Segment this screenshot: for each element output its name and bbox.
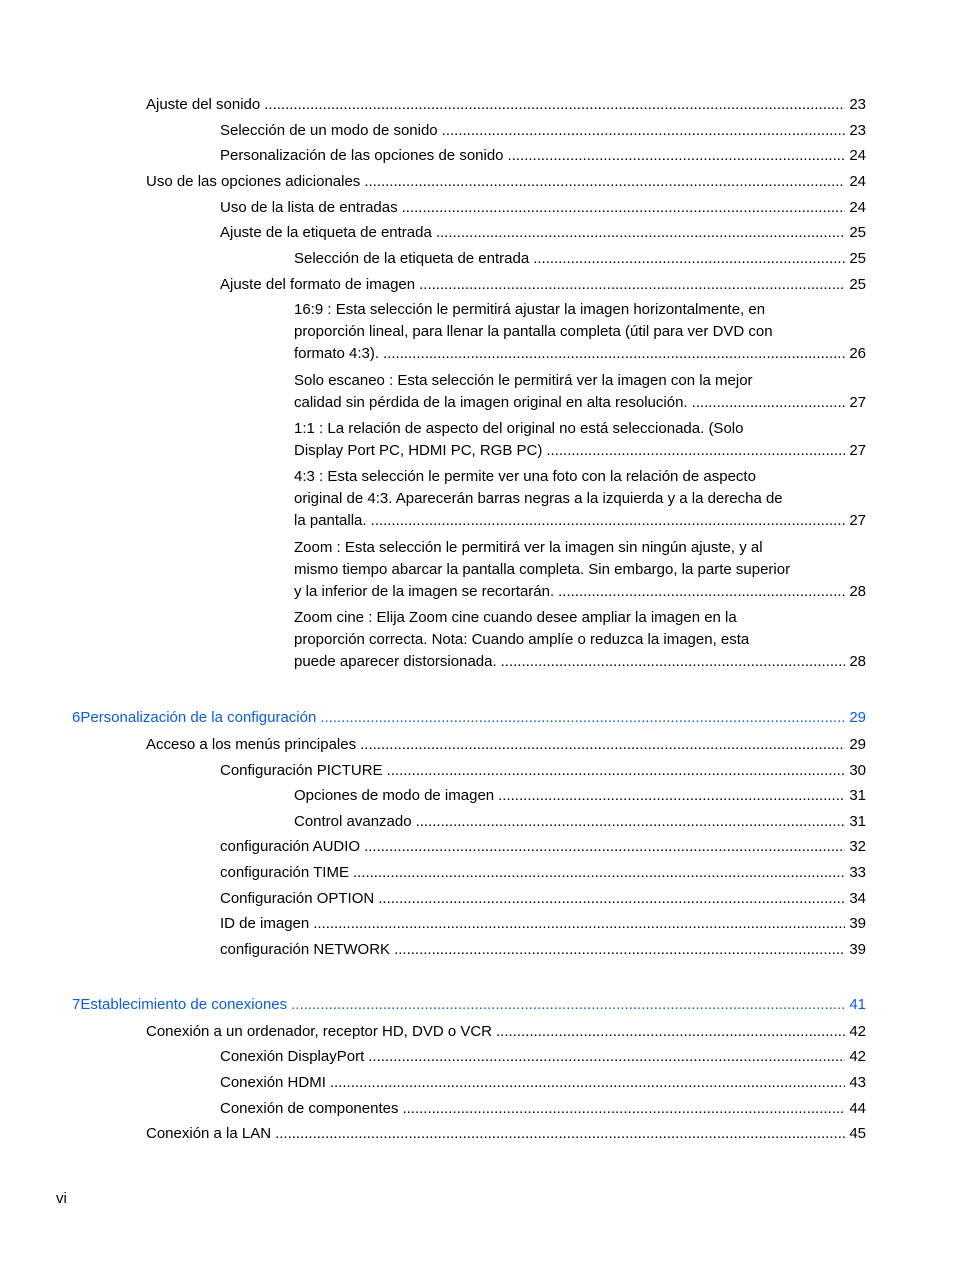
entry-title: Acceso a los menús principales: [146, 736, 357, 753]
page-number-ref: 23: [849, 122, 866, 139]
toc-entry[interactable]: [294, 418, 866, 462]
toc-entry[interactable]: [220, 1072, 866, 1094]
page-number-ref: 32: [849, 838, 866, 855]
chapter-entry[interactable]: [72, 707, 866, 729]
dot-leader: [496, 1021, 845, 1043]
page-number-ref: 24: [849, 199, 866, 216]
entry-title: Conexión DisplayPort: [220, 1048, 365, 1065]
toc-entry[interactable]: [220, 1046, 866, 1068]
page-number-ref: 27: [849, 394, 866, 411]
dot-leader: [436, 222, 845, 244]
toc-entry[interactable]: [220, 939, 866, 961]
toc-entry[interactable]: [220, 145, 866, 167]
entry-title: configuración TIME: [220, 864, 349, 881]
toc-entry[interactable]: [294, 537, 866, 603]
entry-title: calidad sin pérdida de la imagen original en alta resolución.: [294, 394, 688, 411]
page-number-ref: 44: [849, 1100, 866, 1117]
dot-leader: [501, 651, 846, 673]
entry-title: configuración NETWORK: [220, 941, 391, 958]
entry-text-line: Zoom : Esta selección le permitirá ver la imagen sin ningún ajuste, y al: [294, 539, 763, 556]
entry-title: Selección de la etiqueta de entrada: [294, 250, 530, 267]
entry-title: Selección de un modo de sonido: [220, 122, 438, 139]
page-number-ref: 24: [849, 147, 866, 164]
dot-leader: [416, 811, 846, 833]
dot-leader: [291, 994, 845, 1016]
entry-title: Ajuste del formato de imagen: [220, 276, 416, 293]
entry-title: Uso de la lista de entradas: [220, 199, 398, 216]
page-number-ref: 42: [849, 1023, 866, 1040]
page-number-ref: 29: [849, 736, 866, 753]
toc-entry[interactable]: [220, 197, 866, 219]
toc-entry[interactable]: [294, 785, 866, 807]
entry-title: Control avanzado: [294, 813, 412, 830]
dot-leader: [692, 392, 846, 414]
dot-leader: [402, 197, 846, 219]
entry-title: y la inferior de la imagen se recortarán.: [294, 583, 555, 600]
dot-leader: [264, 94, 845, 116]
dot-leader: [378, 888, 845, 910]
page-number-ref: 33: [849, 864, 866, 881]
dot-leader: [387, 760, 846, 782]
dot-leader: [330, 1072, 845, 1094]
entry-text-line: 4:3 : Esta selección le permite ver una foto con la relación de aspecto: [294, 468, 756, 485]
toc-entry[interactable]: [220, 836, 866, 858]
dot-leader: [402, 1098, 845, 1120]
page-number-ref: 27: [849, 512, 866, 529]
page-number-ref: 25: [849, 250, 866, 267]
dot-leader: [419, 274, 845, 296]
page-number-ref: 39: [849, 941, 866, 958]
page-number-ref: 28: [849, 653, 866, 670]
toc-entry[interactable]: [220, 120, 866, 142]
entry-title: Personalización de las opciones de sonido: [220, 147, 504, 164]
entry-title: Conexión a la LAN: [146, 1125, 272, 1142]
entry-title: configuración AUDIO: [220, 838, 361, 855]
page-number-ref: 43: [849, 1074, 866, 1091]
toc-entry[interactable]: [146, 734, 866, 756]
dot-leader: [313, 913, 845, 935]
toc-entry[interactable]: [146, 171, 866, 193]
toc-entry[interactable]: [294, 299, 866, 365]
page-number-ref: 39: [849, 915, 866, 932]
dot-leader: [546, 440, 845, 462]
page-number-ref: 27: [849, 442, 866, 459]
entry-title: Personalización de la configuración: [80, 709, 317, 726]
page-number-ref: 24: [849, 173, 866, 190]
entry-title: ID de imagen: [220, 915, 310, 932]
toc-entry[interactable]: [294, 811, 866, 833]
dot-leader: [275, 1123, 845, 1145]
toc-entry[interactable]: [220, 913, 866, 935]
entry-title: Conexión de componentes: [220, 1100, 399, 1117]
entry-title: Uso de las opciones adicionales: [146, 173, 361, 190]
entry-text-line: 1:1 : La relación de aspecto del original no está seleccionada. (Solo: [294, 420, 744, 437]
dot-leader: [558, 581, 845, 603]
dot-leader: [442, 120, 846, 142]
page-number-ref: 41: [849, 996, 866, 1013]
entry-title: la pantalla.: [294, 512, 367, 529]
toc-entry[interactable]: [146, 94, 866, 116]
toc-entry[interactable]: [146, 1123, 866, 1145]
dot-leader: [368, 1046, 845, 1068]
toc-entry[interactable]: [294, 370, 866, 414]
page-number-ref: 23: [849, 96, 866, 113]
entry-title: Ajuste de la etiqueta de entrada: [220, 224, 432, 241]
toc-entry[interactable]: [220, 862, 866, 884]
page-number-ref: 29: [849, 709, 866, 726]
page-number-ref: 28: [849, 583, 866, 600]
toc-entry[interactable]: [220, 760, 866, 782]
entry-text-line: mismo tiempo abarcar la pantalla completa. Sin embargo, la parte superior: [294, 561, 791, 578]
entry-text-line: original de 4:3. Aparecerán barras negras a la izquierda y a la derecha de: [294, 490, 783, 507]
page-number-ref: 45: [849, 1125, 866, 1142]
chapter-entry[interactable]: [72, 994, 866, 1016]
toc-entry[interactable]: [294, 466, 866, 532]
dot-leader: [320, 707, 845, 729]
entry-title: Ajuste del sonido: [146, 96, 261, 113]
chapter-number: 6: [72, 709, 81, 726]
page-number-ref: 30: [849, 762, 866, 779]
entry-text-line: Zoom cine : Elija Zoom cine cuando desee ampliar la imagen en la: [294, 609, 737, 626]
page-number-ref: 25: [849, 224, 866, 241]
toc-entry[interactable]: [294, 248, 866, 270]
entry-title: Configuración OPTION: [220, 890, 375, 907]
dot-leader: [394, 939, 845, 961]
toc-entry[interactable]: [294, 607, 866, 673]
entry-text-line: proporción lineal, para llenar la pantalla completa (útil para ver DVD con: [294, 323, 773, 340]
toc-entry[interactable]: [220, 274, 866, 296]
toc-entry[interactable]: [220, 222, 866, 244]
page-number-ref: 25: [849, 276, 866, 293]
dot-leader: [383, 343, 845, 365]
toc-entry[interactable]: [220, 1098, 866, 1120]
entry-title: puede aparecer distorsionada.: [294, 653, 497, 670]
dot-leader: [508, 145, 846, 167]
dot-leader: [498, 785, 845, 807]
entry-title: Configuración PICTURE: [220, 762, 383, 779]
dot-leader: [364, 171, 845, 193]
page-number-ref: 31: [849, 813, 866, 830]
entry-title: Conexión a un ordenador, receptor HD, DVD o VCR: [146, 1023, 493, 1040]
dot-leader: [533, 248, 845, 270]
entry-title: Display Port PC, HDMI PC, RGB PC): [294, 442, 543, 459]
entry-title: Establecimiento de conexiones: [80, 996, 288, 1013]
page-number-ref: 26: [849, 345, 866, 362]
entry-text-line: Solo escaneo : Esta selección le permitirá ver la imagen con la mejor: [294, 372, 753, 389]
dot-leader: [360, 734, 845, 756]
dot-leader: [353, 862, 845, 884]
dot-leader: [364, 836, 845, 858]
entry-title: formato 4:3).: [294, 345, 380, 362]
page-number-ref: 34: [849, 890, 866, 907]
chapter-number: 7: [72, 996, 81, 1013]
entry-text-line: proporción correcta. Nota: Cuando amplíe o reduzca la imagen, esta: [294, 631, 750, 648]
page-number: vi: [56, 1190, 67, 1207]
page-number-ref: 31: [849, 787, 866, 804]
entry-text-line: 16:9 : Esta selección le permitirá ajustar la imagen horizontalmente, en: [294, 301, 766, 318]
entry-title: Conexión HDMI: [220, 1074, 326, 1091]
entry-title: Opciones de modo de imagen: [294, 787, 495, 804]
dot-leader: [371, 510, 846, 532]
toc-entry[interactable]: [220, 888, 866, 910]
page-number-ref: 42: [849, 1048, 866, 1065]
toc-entry[interactable]: [146, 1021, 866, 1043]
